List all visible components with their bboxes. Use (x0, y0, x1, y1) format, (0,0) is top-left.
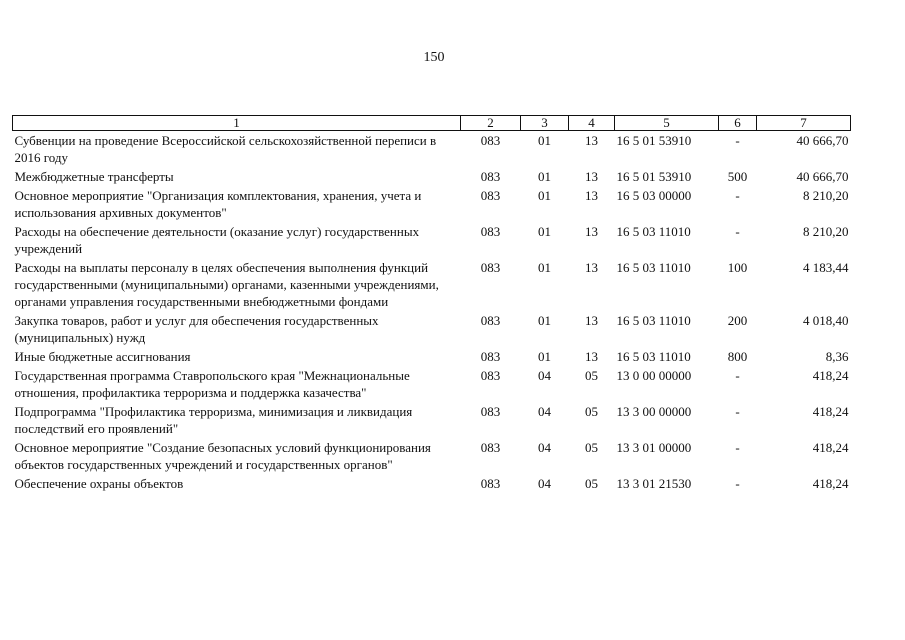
target-article: 16 5 03 00000 (616, 188, 692, 203)
amount: 8 210,20 (803, 224, 849, 239)
subsection-code: 13 (585, 188, 598, 203)
section-code: 01 (538, 188, 551, 203)
ministry-code: 083 (480, 349, 501, 364)
ministry-code: 083 (480, 169, 501, 184)
expense-type: - (735, 404, 740, 419)
section-code: 01 (538, 313, 551, 328)
target-article: 16 5 03 11010 (616, 349, 691, 364)
column-header-5: 5 (615, 116, 719, 131)
column-header-7: 7 (757, 116, 851, 131)
row-name: Государственная программа Ставропольского края "Межнациональные отношения, профилактика терроризма и поддержка казачества" (14, 368, 410, 400)
row-name: Обеспечение охраны объектов (14, 476, 184, 491)
expense-type: - (735, 368, 740, 383)
section-code: 04 (538, 368, 551, 383)
section-code: 04 (538, 476, 551, 491)
table-row (13, 474, 851, 493)
ministry-code: 083 (480, 224, 501, 239)
expense-type: 100 (727, 260, 748, 275)
subsection-code: 13 (585, 224, 598, 239)
expense-type: - (735, 133, 740, 148)
subsection-code: 13 (585, 133, 598, 148)
expense-type: 200 (727, 313, 748, 328)
table-row (13, 131, 851, 168)
column-header-2: 2 (461, 116, 521, 131)
header-row (13, 116, 851, 131)
target-article: 13 3 01 21530 (616, 476, 692, 491)
ministry-code: 083 (480, 440, 501, 455)
table-row (13, 402, 851, 438)
expense-type: - (735, 224, 740, 239)
table-row (13, 311, 851, 347)
amount: 8 210,20 (803, 188, 849, 203)
section-code: 01 (538, 169, 551, 184)
amount: 418,24 (812, 440, 849, 455)
section-code: 04 (538, 404, 551, 419)
ministry-code: 083 (480, 260, 501, 275)
target-article: 16 5 03 11010 (616, 260, 691, 275)
expense-type: 500 (727, 169, 748, 184)
subsection-code: 05 (585, 404, 598, 419)
section-code: 04 (538, 440, 551, 455)
row-name: Закупка товаров, работ и услуг для обеспечения государственных (муниципальных) нужд (14, 313, 379, 345)
target-article: 16 5 01 53910 (616, 133, 692, 148)
target-article: 16 5 03 11010 (616, 313, 691, 328)
amount: 418,24 (812, 404, 849, 419)
subsection-code: 05 (585, 476, 598, 491)
column-header-3: 3 (521, 116, 569, 131)
table-row (13, 347, 851, 366)
amount: 418,24 (812, 368, 849, 383)
budget-table (12, 115, 851, 493)
ministry-code: 083 (480, 133, 501, 148)
row-name: Основное мероприятие "Создание безопасных условий функционирования объектов государственных учреждений и государственных органов" (14, 440, 431, 472)
target-article: 13 3 00 00000 (616, 404, 692, 419)
ministry-code: 083 (480, 313, 501, 328)
target-article: 16 5 03 11010 (616, 224, 691, 239)
amount: 40 666,70 (796, 133, 849, 148)
row-name: Расходы на обеспечение деятельности (оказание услуг) государственных учреждений (14, 224, 420, 256)
row-name: Иные бюджетные ассигнования (14, 349, 191, 364)
expense-type: - (735, 188, 740, 203)
column-header-4: 4 (569, 116, 615, 131)
ministry-code: 083 (480, 368, 501, 383)
expense-type: - (735, 440, 740, 455)
subsection-code: 05 (585, 440, 598, 455)
target-article: 13 0 00 00000 (616, 368, 692, 383)
row-name: Основное мероприятие "Организация комплектования, хранения, учета и использования архивных документов" (14, 188, 422, 220)
section-code: 01 (538, 349, 551, 364)
table-row (13, 222, 851, 258)
row-name: Расходы на выплаты персоналу в целях обеспечения выполнения функций государственными (муниципальными) органами, казенными учреждениями, органами управления государственными внебюджетными фондами (14, 260, 439, 309)
table-row (13, 438, 851, 474)
table-row (13, 366, 851, 402)
subsection-code: 05 (585, 368, 598, 383)
amount: 418,24 (812, 476, 849, 491)
amount: 4 018,40 (803, 313, 849, 328)
page-number: 150 (423, 50, 445, 65)
target-article: 16 5 01 53910 (616, 169, 692, 184)
row-name: Межбюджетные трансферты (14, 169, 174, 184)
section-code: 01 (538, 260, 551, 275)
ministry-code: 083 (480, 404, 501, 419)
table-row (13, 258, 851, 311)
subsection-code: 13 (585, 169, 598, 184)
target-article: 13 3 01 00000 (616, 440, 692, 455)
amount: 8,36 (825, 349, 849, 364)
section-code: 01 (538, 133, 551, 148)
section-code: 01 (538, 224, 551, 239)
ministry-code: 083 (480, 188, 501, 203)
subsection-code: 13 (585, 313, 598, 328)
ministry-code: 083 (480, 476, 501, 491)
subsection-code: 13 (585, 349, 598, 364)
column-header-1: 1 (13, 116, 461, 131)
expense-type: - (735, 476, 740, 491)
amount: 40 666,70 (796, 169, 849, 184)
column-header-6: 6 (719, 116, 757, 131)
subsection-code: 13 (585, 260, 598, 275)
row-name: Субвенции на проведение Всероссийской сельскохозяйственной переписи в 2016 году (14, 133, 437, 165)
table-row (13, 167, 851, 186)
expense-type: 800 (727, 349, 748, 364)
amount: 4 183,44 (803, 260, 849, 275)
table-row (13, 186, 851, 222)
row-name: Подпрограмма "Профилактика терроризма, минимизация и ликвидация последствий его проявлений" (14, 404, 413, 436)
